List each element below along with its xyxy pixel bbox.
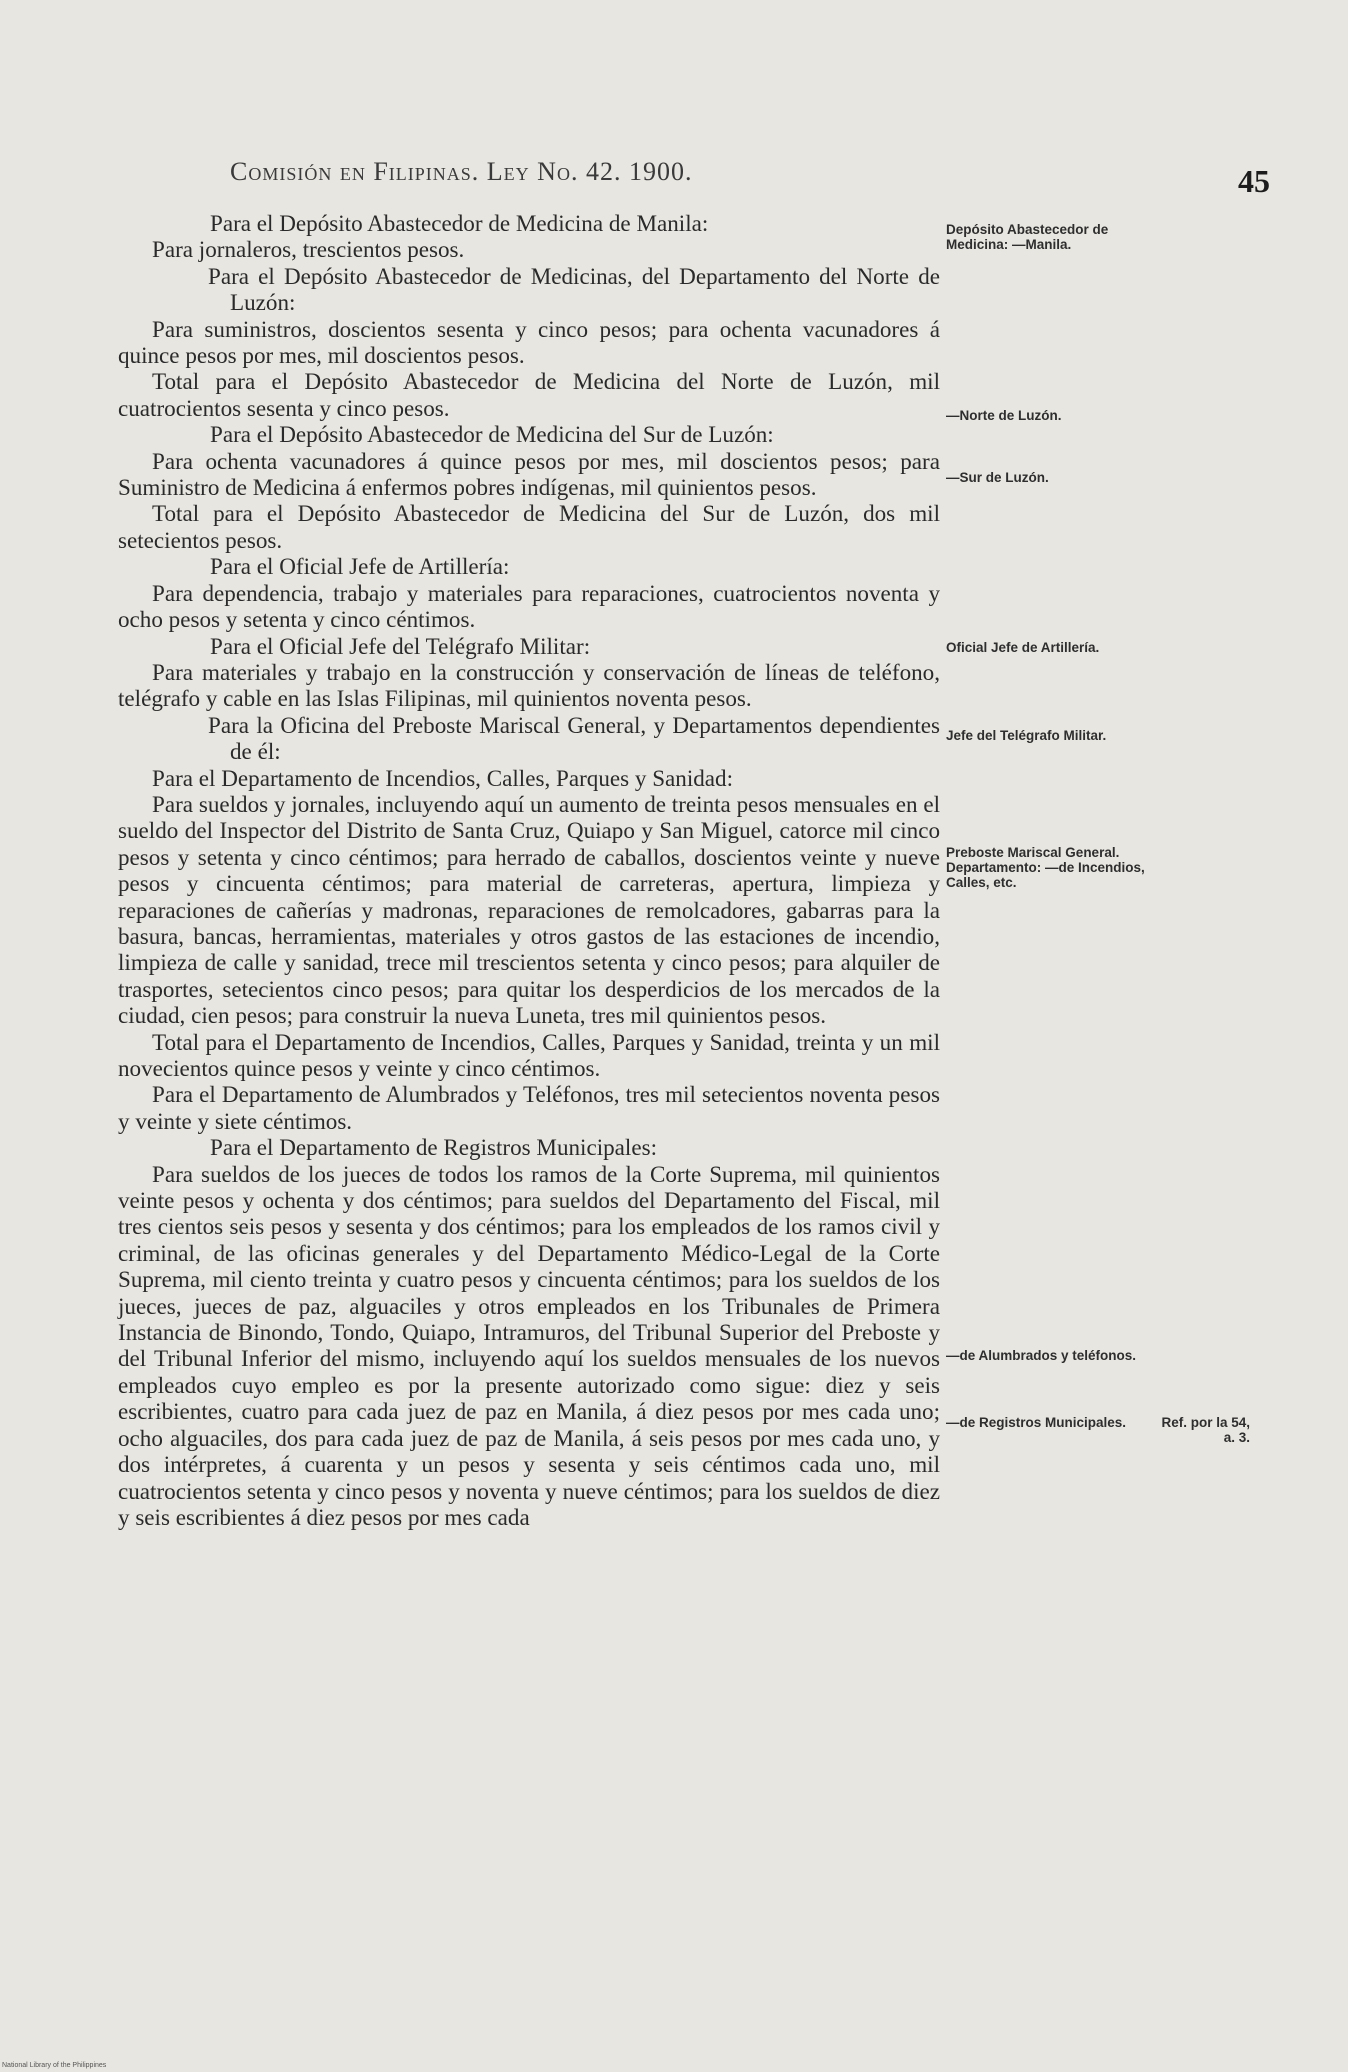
paragraph: Para sueldos y jornales, incluyendo aquí un aumento de treinta pesos mensuales en el sueldo del Inspector del Distrito de Santa Cruz, Quiapo y San Miguel, catorce mil cinco pesos y setenta y cinco céntimos; para herrado de caballos, doscientos veinte y nueve pesos y cincuenta céntimos; para material de carreteras, apertura, limpieza y reparaciones de cañerías y madronas, reparaciones de remolcadores, gabarras para la basura, bancas, herramientas, materiales y otros gastos de las estaciones de incendio, limpieza de calle y sanidad, trece mil trescientos setenta y cinco pesos; para alquiler de trasportes, setecientos cinco pesos; para quitar los desperdicios de los mercados de la ciudad, cien pesos; para construir la nueva Luneta, tres mil quinientos pesos. (118, 790, 940, 1029)
paragraph: Para materiales y trabajo en la construcción y conservación de líneas de teléfono, telégrafo y cable en las Islas Filipinas, mil quinientos noventa pesos. (118, 658, 940, 712)
paragraph: Para el Oficial Jefe del Telégrafo Militar: (210, 632, 591, 659)
margin-note: —de Registros Municipales. (946, 1415, 1127, 1430)
paragraph: Para el Depósito Abastecedor de Medicina de Manila: (210, 210, 709, 236)
paragraph: Para ochenta vacunadores á quince pesos por mes, mil doscientos pesos; para Suministro de Medicina á enfermos pobres indígenas, mil quinientos pesos. (118, 447, 940, 501)
paragraph: Para el Depósito Abastecedor de Medicina del Sur de Luzón: (210, 421, 774, 448)
margin-note: Jefe del Telégrafo Militar. (946, 728, 1107, 743)
paragraph: Para el Departamento de Incendios, Calles, Parques y Sanidad: (152, 764, 734, 791)
paragraph: Para el Oficial Jefe de Artillería: (210, 553, 510, 580)
paragraph: Para el Depósito Abastecedor de Medicinas, del Departamento del Norte de Luzón: (208, 262, 940, 316)
margin-note: Oficial Jefe de Artillería. (946, 640, 1100, 655)
paragraph: Para jornaleros, trescientos pesos. (152, 236, 465, 263)
paragraph: Para el Departamento de Alumbrados y Teléfonos, tres mil setecientos noventa pesos y veinte y siete céntimos. (118, 1081, 940, 1134)
paragraph: Para sueldos de los jueces de todos los ramos de la Corte Suprema, mil quinientos veinte pesos y ochenta y dos céntimos; para sueldos del Departamento del Fiscal, mil tres cientos seis pesos y sesenta y dos céntimos; para los empleados de los ramos civil y criminal, de las oficinas generales y del Departamento Médico-Legal de la Corte Suprema, mil ciento treinta y cuatro pesos y cincuenta céntimos; para los sueldos de los jueces, jueces de paz, alguaciles y otros empleados en los Tribunales de Primera Instancia de Binondo, Tondo, Quiapo, Intramuros, del Tribunal Superior del Preboste y del Tribunal Inferior del mismo, incluyendo aquí los sueldos mensuales de los nuevos empleados cuyo empleo es por la presente autorizado como sigue: diez y seis escribientes, cuatro para cada juez de paz en Manila, á diez pesos por mes cada uno; ocho alguaciles, dos para cada juez de paz de Manila, á seis pesos por mes cada uno, y dos intérpretes, á cuarenta y un pesos y sesenta y seis céntimos cada uno, mil cuatrocientos setenta y cinco pesos y noventa y nueve céntimos; para los sueldos de diez y seis escribientes á diez pesos por mes cada (118, 1160, 940, 1530)
paragraph: Total para el Depósito Abastecedor de Medicina del Sur de Luzón, dos mil setecientos pesos. (118, 500, 940, 553)
margin-note: —Norte de Luzón. (946, 408, 1062, 423)
margin-note: Preboste Mariscal General. Departamento: —de Incendios, Calles, etc. (946, 845, 1145, 890)
footer-credit: National Library of the Philippines (2, 2062, 107, 2069)
margin-note: Depósito Abastecedor de Medicina: —Manila. (946, 222, 1109, 252)
paragraph: Para el Departamento de Registros Municipales: (210, 1134, 657, 1161)
reference-note: Ref. por la 54, a. 3. (1161, 1415, 1250, 1445)
paragraph: Para suministros, doscientos sesenta y cinco pesos; para ochenta vacunadores á quince pesos por mes, mil doscientos pesos. (118, 315, 940, 369)
paragraph: Total para el Depósito Abastecedor de Medicina del Norte de Luzón, mil cuatrocientos sesenta y cinco pesos. (118, 368, 940, 421)
paragraph: Para la Oficina del Preboste Mariscal General, y Departamentos dependientes de él: (208, 711, 940, 765)
page-number: 45 (1238, 163, 1270, 199)
margin-note: —Sur de Luzón. (946, 470, 1049, 485)
paragraph: Total para el Departamento de Incendios, Calles, Parques y Sanidad, treinta y un mil novecientos quince pesos y veinte y cinco céntimos. (118, 1028, 940, 1081)
body-text (118, 210, 940, 1530)
running-header: Comisión en Filipinas. Ley No. 42. 1900. (230, 157, 693, 186)
margin-note: —de Alumbrados y teléfonos. (946, 1348, 1137, 1363)
paragraph: Para dependencia, trabajo y materiales para reparaciones, cuatrocientos noventa y ocho pesos y setenta y cinco céntimos. (118, 579, 940, 633)
